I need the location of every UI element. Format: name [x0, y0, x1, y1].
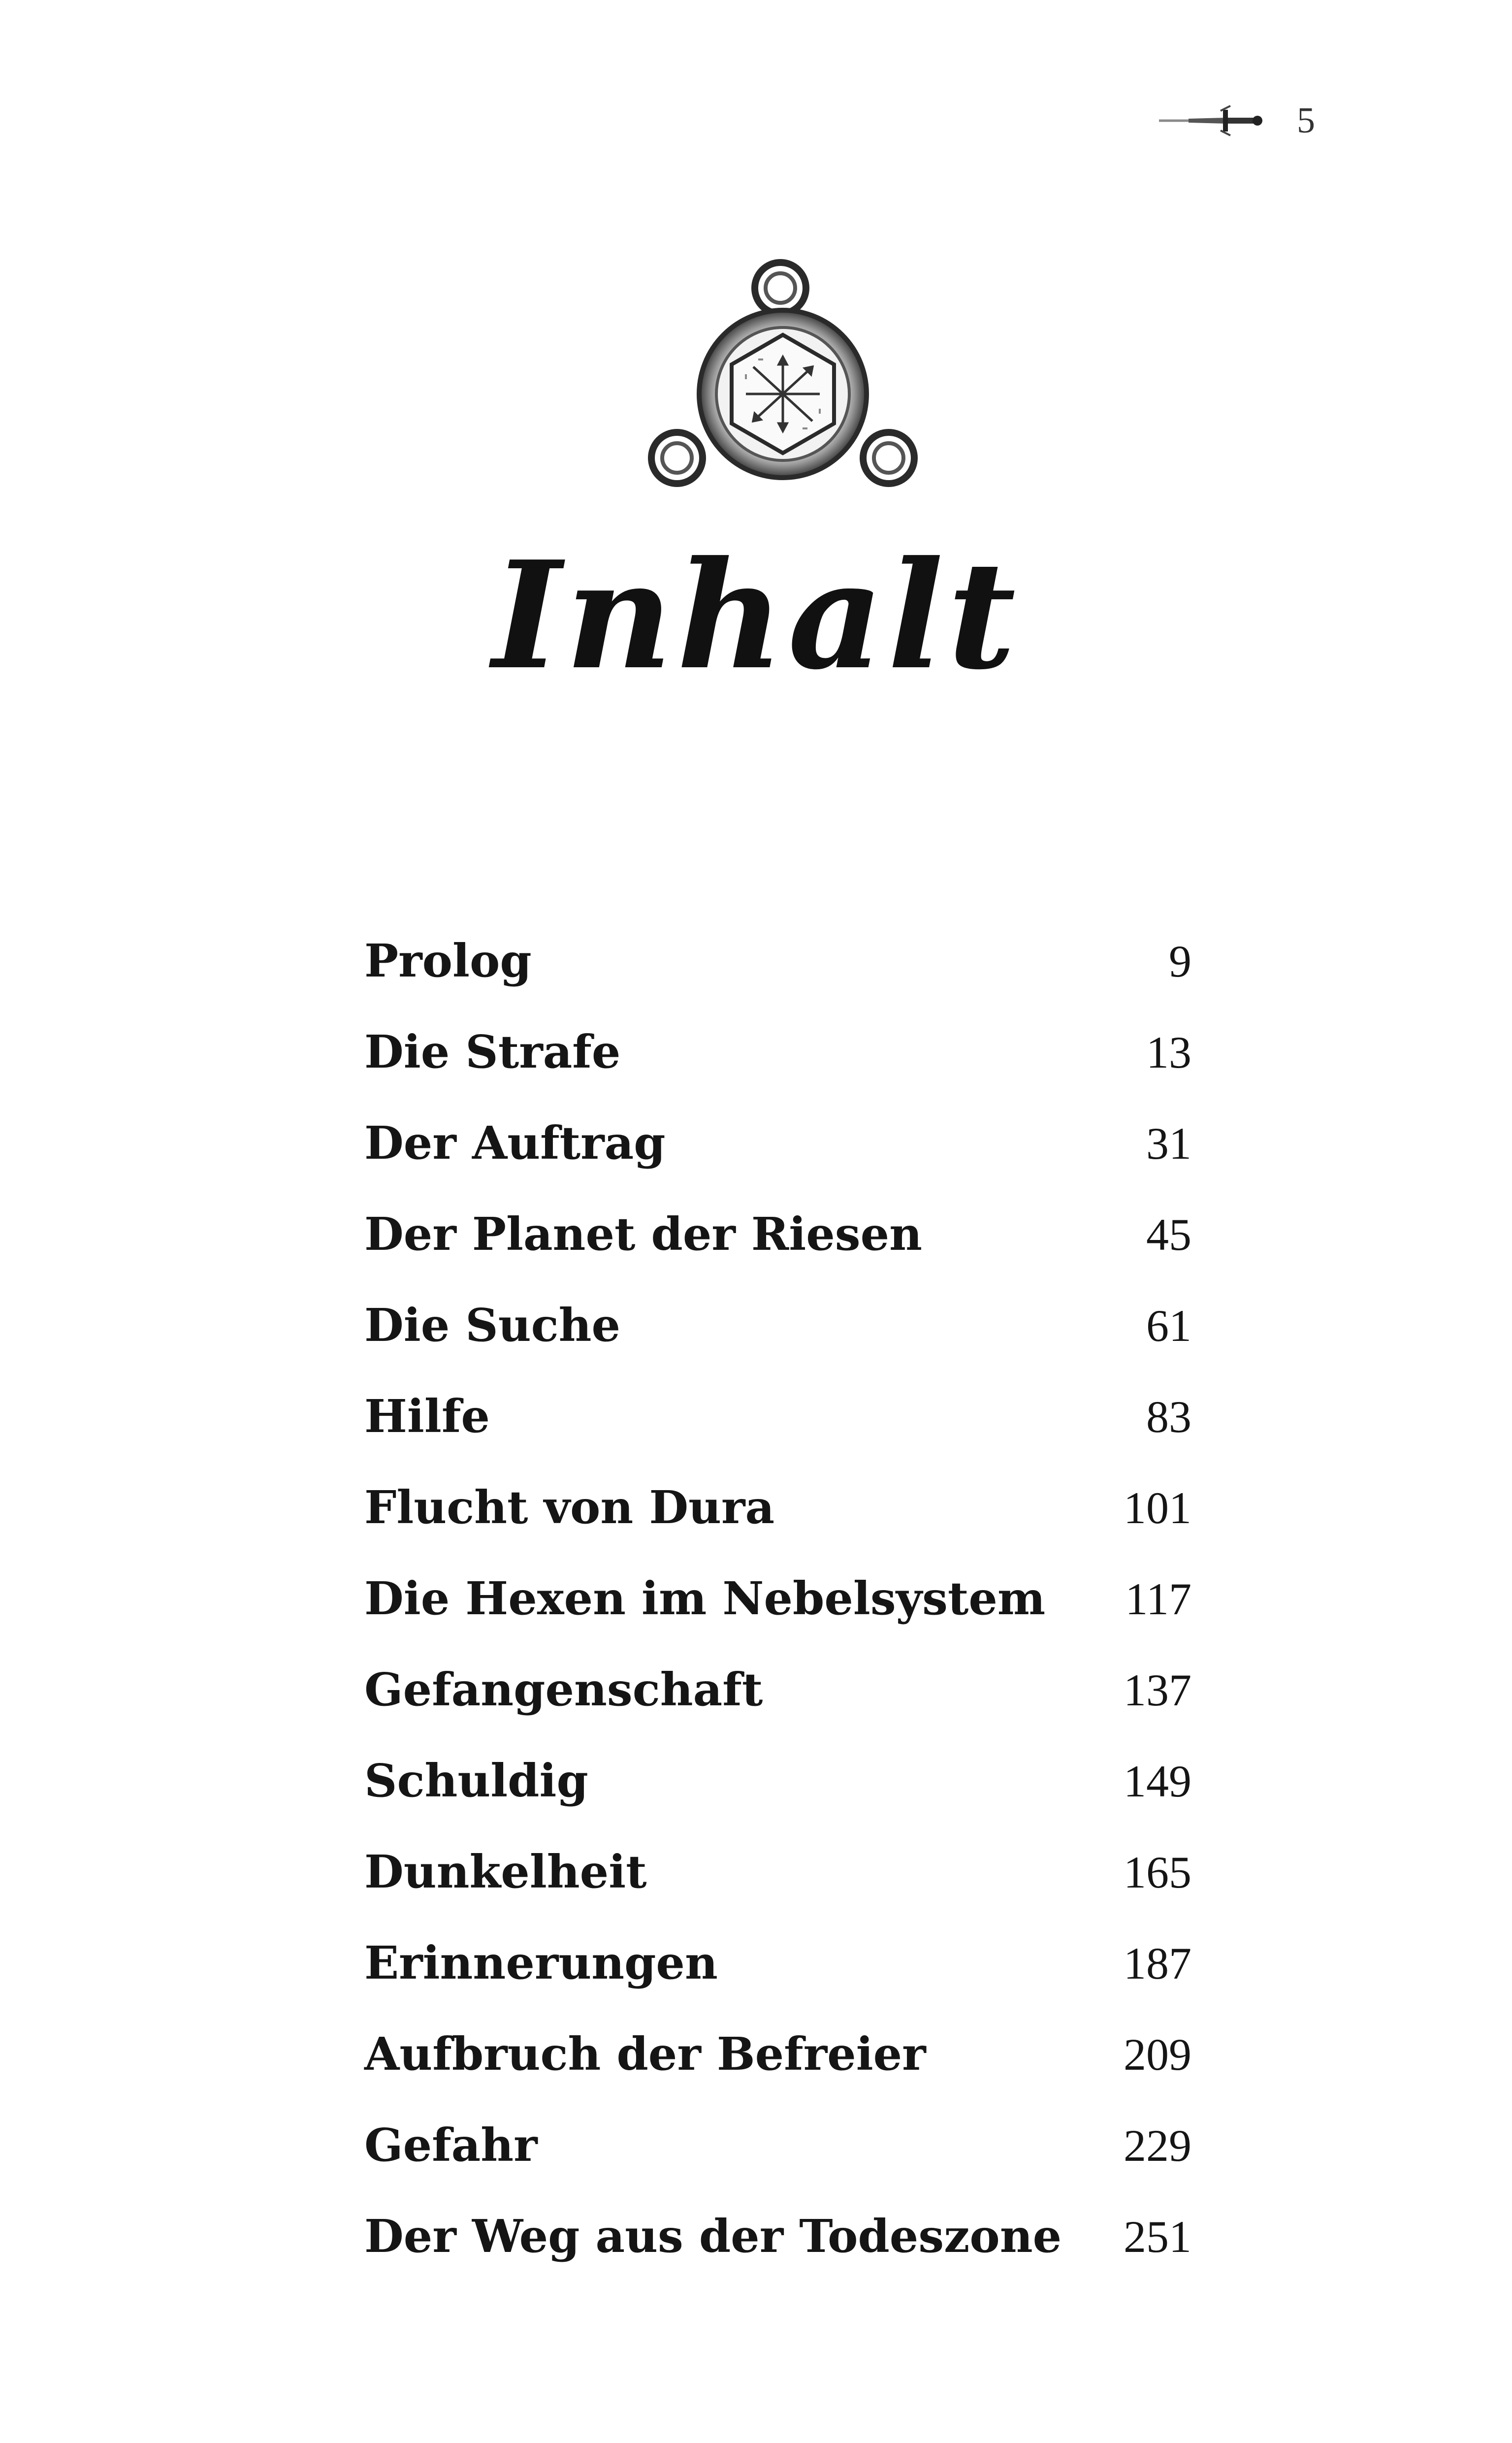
toc-entry-page: 229	[1124, 2120, 1191, 2171]
toc-entry-title: Gefangenschaft	[364, 1663, 763, 1716]
toc-entry-page: 165	[1124, 1847, 1191, 1897]
toc-entry-page: 9	[1169, 936, 1191, 986]
toc-entry[interactable]	[364, 1754, 1191, 1849]
toc-entry-page: 149	[1124, 1756, 1191, 1806]
toc-entry-title: Der Weg aus der Todeszone	[364, 2210, 1062, 2263]
page-header	[1159, 101, 1315, 140]
toc-entry[interactable]	[364, 1299, 1191, 1394]
toc-entry[interactable]	[364, 2210, 1191, 2305]
toc-entry-page: 209	[1124, 2029, 1191, 2080]
toc-entry-page: 101	[1124, 1483, 1191, 1533]
toc-entry-title: Flucht von Dura	[364, 1481, 775, 1534]
toc-entry[interactable]	[364, 2027, 1191, 2122]
page-title: Inhalt	[492, 528, 1020, 702]
toc-entry-page: 251	[1124, 2212, 1191, 2262]
toc-entry-page: 45	[1146, 1209, 1191, 1260]
toc-entry-page: 13	[1146, 1027, 1191, 1077]
toc-entry-page: 61	[1146, 1301, 1191, 1351]
toc-entry[interactable]	[364, 1390, 1191, 1485]
toc-entry-title: Gefahr	[364, 2118, 538, 2172]
toc-entry-title: Der Auftrag	[364, 1116, 666, 1170]
toc-entry[interactable]	[364, 1025, 1191, 1120]
toc-entry-page: 31	[1146, 1118, 1191, 1169]
toc-entry-page: 137	[1124, 1665, 1191, 1715]
toc-entry[interactable]	[364, 934, 1191, 1029]
triple-ring-compass-emblem-icon	[645, 256, 921, 492]
toc-entry-title: Schuldig	[364, 1754, 588, 1807]
toc-entry-title: Der Planet der Riesen	[364, 1207, 923, 1261]
toc-entry-title: Hilfe	[364, 1390, 490, 1443]
toc-entry-title: Aufbruch der Befreier	[364, 2027, 926, 2081]
toc-entry[interactable]	[364, 1207, 1191, 1303]
toc-entry[interactable]	[364, 1481, 1191, 1576]
toc-entry-title: Prolog	[364, 934, 532, 987]
toc-entry[interactable]	[364, 1936, 1191, 2031]
toc-entry-title: Die Hexen im Nebelsystem	[364, 1572, 1046, 1625]
toc-entry-title: Dunkelheit	[364, 1845, 647, 1898]
table-of-contents	[364, 934, 1191, 2305]
toc-entry-page: 83	[1146, 1392, 1191, 1442]
toc-entry[interactable]	[364, 1572, 1191, 1667]
toc-entry-page: 187	[1124, 1938, 1191, 1988]
toc-entry[interactable]	[364, 1845, 1191, 1940]
toc-entry-title: Erinnerungen	[364, 1936, 718, 1989]
dagger-icon	[1159, 101, 1267, 140]
toc-entry-title: Die Strafe	[364, 1025, 621, 1078]
toc-entry[interactable]	[364, 1116, 1191, 1211]
toc-entry[interactable]	[364, 1663, 1191, 1758]
toc-entry-page: 117	[1125, 1574, 1191, 1624]
toc-entry[interactable]	[364, 2118, 1191, 2214]
page-number: 5	[1297, 100, 1315, 141]
toc-entry-title: Die Suche	[364, 1299, 621, 1352]
